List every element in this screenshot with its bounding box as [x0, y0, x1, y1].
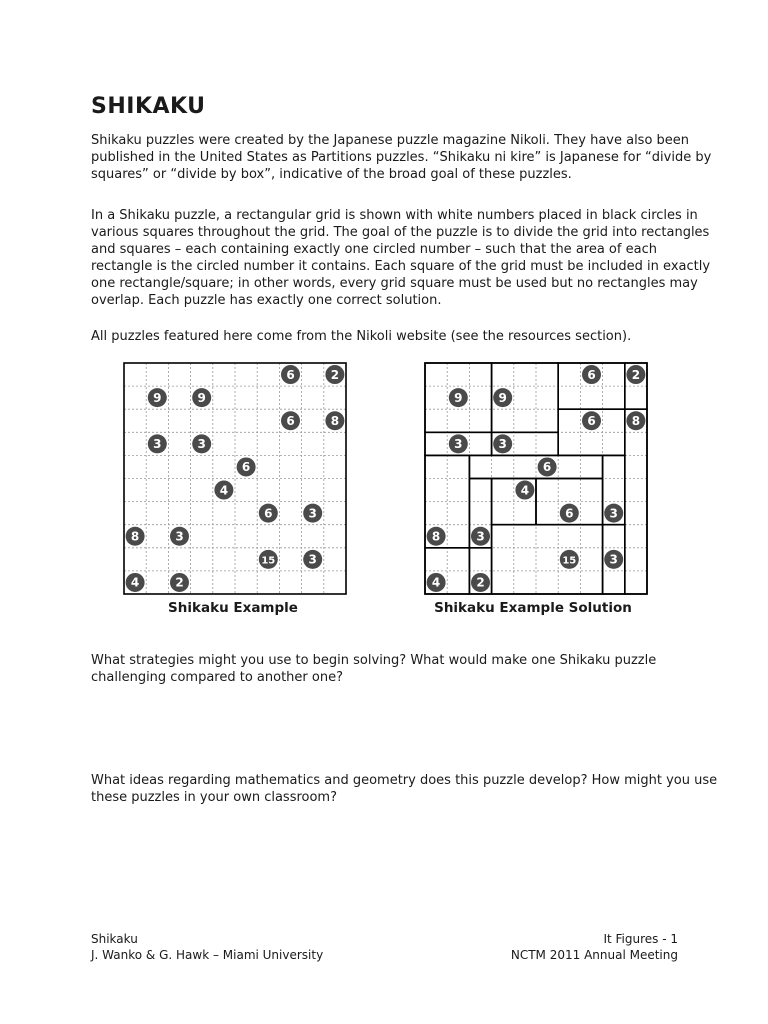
intro-line: Shikaku puzzles were created by the Japanese puzzle magazine Nikoli. They have also been — [91, 133, 690, 148]
footer-left — [91, 931, 323, 963]
description-line: overlap. Each puzzle has exactly one correct solution. — [91, 293, 442, 308]
clue-number: 9 — [498, 390, 507, 405]
clue-number: 8 — [330, 413, 340, 428]
intro-paragraph — [91, 132, 712, 183]
clue-number: 3 — [153, 437, 162, 452]
clue-number: 4 — [130, 575, 140, 590]
clue-number: 2 — [175, 575, 184, 590]
shikaku-solution-grid — [423, 361, 663, 593]
clue-number: 9 — [197, 390, 206, 405]
question-line: challenging compared to another one? — [91, 670, 343, 685]
clue-number: 4 — [431, 575, 441, 590]
description-line: In a Shikaku puzzle, a rectangular grid is shown with white numbers placed in black circles in — [91, 208, 698, 223]
clue-number: 6 — [264, 506, 273, 521]
clue-number: 3 — [609, 506, 618, 521]
clue-number: 3 — [197, 437, 206, 452]
solution-region — [492, 525, 603, 594]
description-paragraph — [91, 207, 711, 309]
clue-number: 4 — [520, 483, 530, 498]
footer-title: Shikaku — [91, 932, 138, 946]
description-line: and squares – each containing exactly one circled number – such that the area of each — [91, 242, 657, 257]
example-caption: Shikaku Example — [168, 600, 298, 616]
solution-caption: Shikaku Example Solution — [434, 600, 632, 616]
clue-number: 3 — [454, 437, 463, 452]
grid-svg — [423, 361, 649, 596]
clue-number: 3 — [498, 437, 507, 452]
clue-number: 6 — [241, 460, 251, 475]
question-strategies — [91, 652, 691, 686]
clue-number: 6 — [286, 367, 295, 382]
clue-number: 6 — [587, 413, 596, 428]
clue-number: 15 — [562, 555, 577, 567]
description-line: various squares throughout the grid. The goal of the puzzle is to divide the grid into rectangles — [91, 225, 710, 240]
clue-number: 8 — [631, 413, 641, 428]
clue-number: 3 — [308, 506, 317, 521]
footer-meeting: NCTM 2011 Annual Meeting — [510, 948, 678, 962]
description-line: rectangle is the circled number it contains. Each square of the grid must be included in exactly — [91, 259, 711, 274]
solution-region — [625, 409, 647, 594]
clue-number: 3 — [308, 552, 317, 567]
source-note-line: All puzzles featured here come from the Nikoli website (see the resources section). — [91, 329, 632, 344]
source-note — [91, 328, 691, 345]
clue-number: 8 — [130, 529, 140, 544]
question-classroom — [91, 772, 718, 806]
intro-line: published in the United States as Partitions puzzles. “Shikaku ni kire” is Japanese for “divide by — [91, 150, 712, 165]
shikaku-example-grid — [122, 361, 362, 593]
clue-number: 15 — [261, 555, 276, 567]
clue-number: 6 — [587, 367, 596, 382]
clue-number: 3 — [175, 529, 184, 544]
question-line: What ideas regarding mathematics and geometry does this puzzle develop? How might you use — [91, 773, 718, 788]
clue-number: 6 — [542, 460, 552, 475]
intro-line: squares” or “divide by box”, indicative of the broad goal of these puzzles. — [91, 167, 572, 182]
footer-page: It Figures - 1 — [603, 932, 678, 946]
clue-number: 9 — [454, 390, 463, 405]
clue-number: 8 — [431, 529, 441, 544]
clue-number: 9 — [153, 390, 162, 405]
question-line: these puzzles in your own classroom? — [91, 790, 337, 805]
grid-svg — [122, 361, 348, 596]
description-line: one rectangle/square; in other words, every grid square must be used but no rectangles may — [91, 276, 698, 291]
clue-number: 3 — [609, 552, 618, 567]
clue-number: 6 — [565, 506, 574, 521]
page-title: SHIKAKU — [91, 94, 206, 119]
clue-number: 3 — [476, 529, 485, 544]
clue-number: 2 — [330, 367, 340, 382]
clue-number: 2 — [476, 575, 485, 590]
clue-number: 4 — [219, 483, 229, 498]
clue-number: 2 — [631, 367, 641, 382]
footer-right — [470, 931, 678, 963]
question-line: What strategies might you use to begin solving? What would make one Shikaku puzzle — [91, 653, 657, 668]
footer-authors: J. Wanko & G. Hawk – Miami University — [91, 948, 324, 962]
clue-number: 6 — [286, 413, 295, 428]
